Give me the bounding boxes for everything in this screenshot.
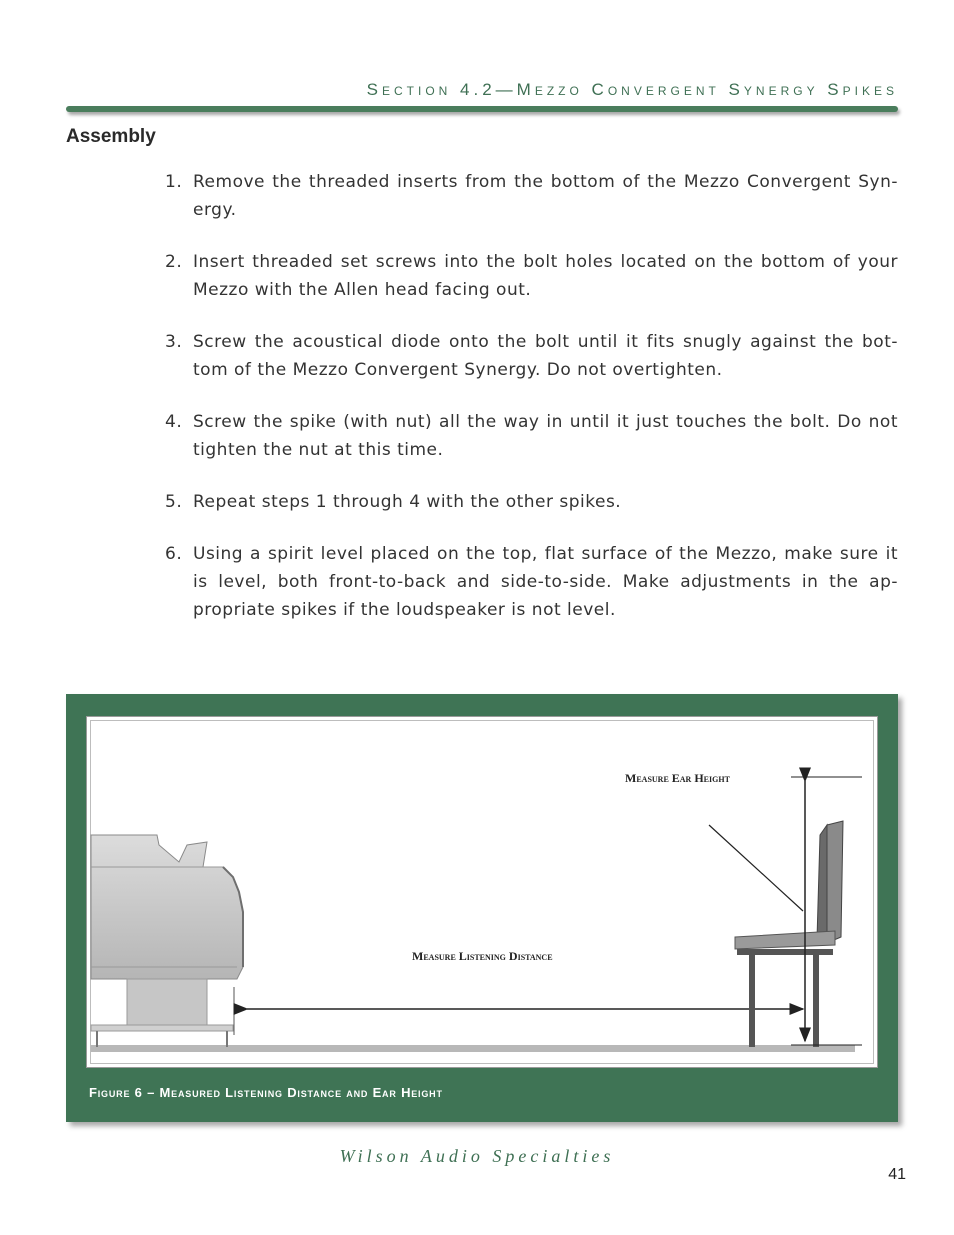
- step-text: Repeat steps 1 through 4 with the other spikes.: [193, 492, 622, 512]
- figure-caption: Figure 6 – Measured Listening Distance and Ear Height: [89, 1085, 443, 1100]
- step-item: [165, 168, 898, 224]
- step-text: Screw the spike (with nut) all the way in until it just touches the bolt. Do not tighten the nut at this time.: [193, 412, 898, 460]
- header-rule: [66, 106, 898, 112]
- speaker-illustration: [91, 835, 243, 1047]
- step-text: Screw the acoustical diode onto the bolt until it fits snugly against the bot-tom of the Mezzo Convergent Synergy. Do not overtighten.: [193, 332, 898, 380]
- step-item: [165, 408, 898, 464]
- figure-6-box: [66, 694, 898, 1122]
- step-item: [165, 328, 898, 384]
- step-item: [165, 248, 898, 304]
- step-item: [165, 540, 898, 624]
- step-number: 2.: [165, 252, 183, 272]
- chair-illustration: [735, 821, 843, 1047]
- measure-ear-height-label: Measure Ear Height: [625, 771, 730, 785]
- section-header: Section 4.2—Mezzo Convergent Synergy Spikes: [366, 80, 898, 99]
- measure-listening-distance-label: Measure Listening Distance: [412, 949, 553, 963]
- step-text: Remove the threaded inserts from the bottom of the Mezzo Convergent Syn-ergy.: [193, 172, 898, 220]
- step-item: [165, 488, 898, 516]
- ear-height-leader-line: [709, 825, 803, 911]
- step-number: 6.: [165, 544, 183, 564]
- step-text: Using a spirit level placed on the top, flat surface of the Mezzo, make sure it is level, both front-to-back and side-to-side. Make adjustments in the ap-propriate spikes if the loudspeaker is not level.: [193, 544, 898, 620]
- floor-line: [91, 1045, 855, 1052]
- page-number: 41: [888, 1166, 906, 1183]
- figure-illustration: [86, 716, 878, 1068]
- assembly-steps: [165, 168, 898, 648]
- assembly-heading: Assembly: [66, 126, 156, 147]
- step-number: 5.: [165, 492, 183, 512]
- step-number: 4.: [165, 412, 183, 432]
- step-number: 1.: [165, 172, 183, 192]
- listening-diagram-svg: [87, 717, 877, 1067]
- footer-brand: Wilson Audio Specialties: [339, 1146, 615, 1166]
- step-text: Insert threaded set screws into the bolt holes located on the bottom of your Mezzo with the Allen head facing out.: [193, 252, 898, 300]
- step-number: 3.: [165, 332, 183, 352]
